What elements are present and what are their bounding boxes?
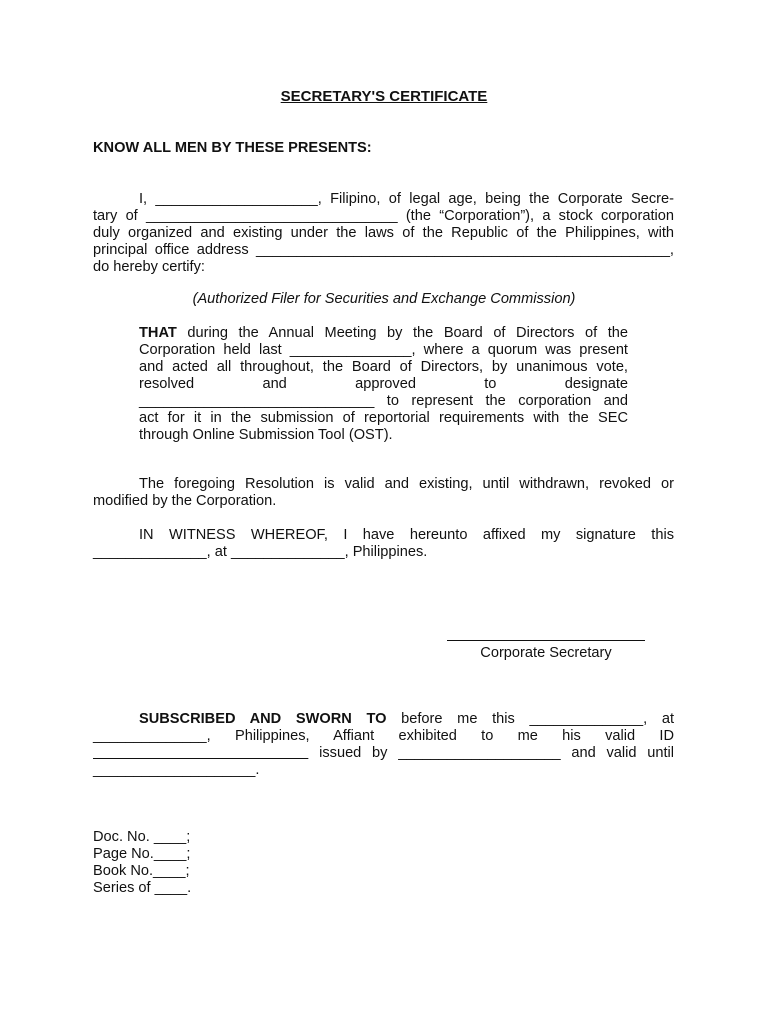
jurat-line-4: ____________________. — [93, 762, 260, 778]
intro-line-1: I, ____________________, Filipino, of legal age, being the Corporate Secre- — [139, 191, 674, 207]
witness-paragraph — [93, 527, 674, 561]
resolution-line-4: resolved and approved to designate — [139, 376, 628, 392]
foregoing-line-1: The foregoing Resolution is valid and existing, until withdrawn, revoked or — [139, 476, 674, 492]
witness-line-2: ______________, at ______________, Philippines. — [93, 544, 428, 560]
resolution-line-7: through Online Submission Tool (OST). — [139, 427, 393, 443]
resolution-line-1 — [139, 325, 628, 342]
that-keyword: THAT — [139, 325, 177, 341]
signature-label: Corporate Secretary — [480, 645, 612, 661]
intro-line-4: principal office address ___________________________________________________, — [93, 242, 674, 258]
jurat-line-3-text: issued by ____________________ and valid until — [308, 745, 675, 761]
jurat-line-3 — [93, 745, 674, 762]
jurat-line-1 — [93, 711, 674, 728]
book-no: Book No.____; — [93, 863, 190, 879]
page-no: Page No.____; — [93, 846, 191, 862]
subscribed-sworn-keyword: SUBSCRIBED AND SWORN TO — [139, 711, 387, 727]
jurat-line-1-text: before me this ______________, at — [386, 711, 674, 727]
intro-paragraph — [93, 191, 674, 276]
authorized-filer-note: (Authorized Filer for Securities and Exchange Commission) — [192, 291, 576, 307]
id-blank — [93, 745, 308, 761]
witness-line-1: IN WITNESS WHEREOF, I have hereunto affixed my signature this — [139, 527, 674, 543]
resolution-line-6: act for it in the submission of reportorial requirements with the SEC — [139, 410, 628, 426]
intro-line-2: tary of _______________________________ (the “Corporation”), a stock corporation — [93, 208, 674, 224]
resolution-line-1-text: during the Annual Meeting by the Board of Directors of the — [176, 325, 628, 341]
jurat-line-2: ______________, Philippines, Affiant exhibited to me his valid ID — [93, 728, 674, 744]
resolution-line-2: Corporation held last _______________, where a quorum was present — [139, 342, 628, 358]
doc-no: Doc. No. ____; — [93, 829, 191, 845]
document-title: SECRETARY'S CERTIFICATE — [280, 88, 488, 105]
intro-line-5: do hereby certify: — [93, 259, 205, 275]
resolution-line-5: _____________________________ to represent the corporation and — [139, 393, 628, 409]
resolution-paragraph — [139, 325, 628, 444]
jurat-paragraph — [93, 711, 674, 779]
foregoing-paragraph — [93, 476, 674, 510]
resolution-line-3: and acted all throughout, the Board of Directors, by unanimous vote, — [139, 359, 628, 375]
intro-line-3: duly organized and existing under the laws of the Republic of the Philippines, with — [93, 225, 674, 241]
know-all-heading: KNOW ALL MEN BY THESE PRESENTS: — [93, 140, 372, 156]
series-of: Series of ____. — [93, 880, 192, 896]
notarial-register-info — [93, 829, 191, 897]
signature-line — [447, 640, 645, 641]
foregoing-line-2: modified by the Corporation. — [93, 493, 277, 509]
